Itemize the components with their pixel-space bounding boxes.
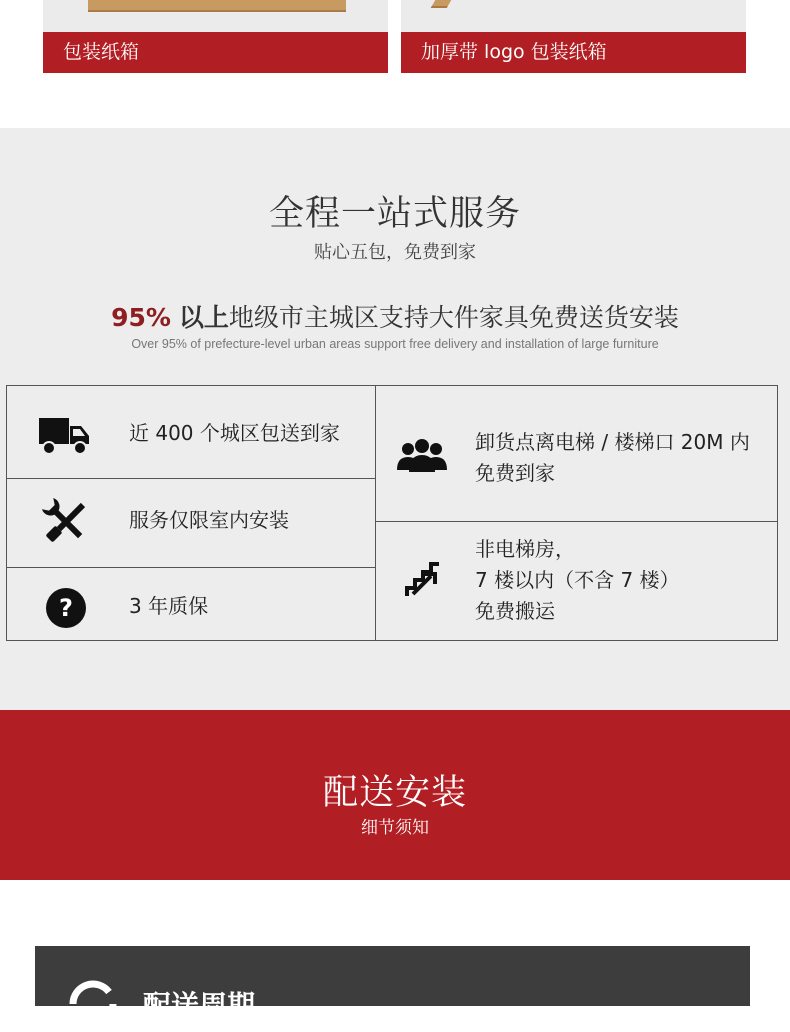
coverage-headline bbox=[0, 298, 790, 334]
service-item-text: 近 400 个城区包送到家 bbox=[129, 421, 340, 445]
delivery-banner bbox=[0, 710, 790, 880]
service-section bbox=[0, 128, 790, 710]
product-image bbox=[43, 0, 388, 32]
service-item-text: 服务仅限室内安装 bbox=[129, 508, 289, 532]
delivery-subtitle: 细节须知 bbox=[361, 818, 429, 838]
service-item-text: 3 年质保 bbox=[129, 594, 209, 618]
service-item-text-line3: 免费搬运 bbox=[475, 599, 555, 623]
people-icon bbox=[395, 436, 449, 480]
tools-icon bbox=[39, 500, 93, 544]
section-subtitle: 贴心五包，免费到家 bbox=[314, 242, 476, 263]
cycle-section bbox=[0, 880, 790, 1022]
service-item-text-line2: 免费到家 bbox=[475, 461, 555, 485]
product-card-logo-box[interactable] bbox=[401, 0, 746, 73]
cycle-header bbox=[35, 946, 750, 1022]
service-item-text-line1: 非电梯房， bbox=[475, 537, 575, 561]
refresh-icon bbox=[65, 976, 121, 1032]
section-title: 全程一站式服务 bbox=[268, 194, 521, 234]
coverage-percent: 95% bbox=[111, 303, 171, 332]
service-item-text-line2: 7 楼以内（不含 7 楼） bbox=[475, 568, 680, 592]
stairs-icon bbox=[395, 556, 449, 600]
coverage-text: 地级市主城区支持大件家具免费送货安装 bbox=[228, 303, 679, 332]
service-item-text-line1: 卸货点离电梯 / 楼梯口 20M 内 bbox=[475, 430, 750, 454]
coverage-up: 以上 bbox=[178, 303, 229, 332]
product-cards bbox=[0, 0, 790, 128]
svg-text:?: ? bbox=[59, 594, 73, 622]
service-grid bbox=[6, 385, 778, 641]
cycle-title: 配送周期 bbox=[143, 989, 256, 1022]
product-card-label: 加厚带 logo 包装纸箱 bbox=[401, 32, 746, 73]
product-card-label: 包装纸箱 bbox=[43, 32, 388, 73]
question-icon bbox=[39, 586, 93, 630]
coverage-english: Over 95% of prefecture-level urban areas support free delivery and installation of large furniture bbox=[131, 337, 659, 351]
product-image bbox=[401, 0, 746, 32]
product-card-box[interactable] bbox=[43, 0, 388, 73]
delivery-title: 配送安装 bbox=[322, 773, 467, 813]
truck-icon bbox=[37, 414, 91, 458]
